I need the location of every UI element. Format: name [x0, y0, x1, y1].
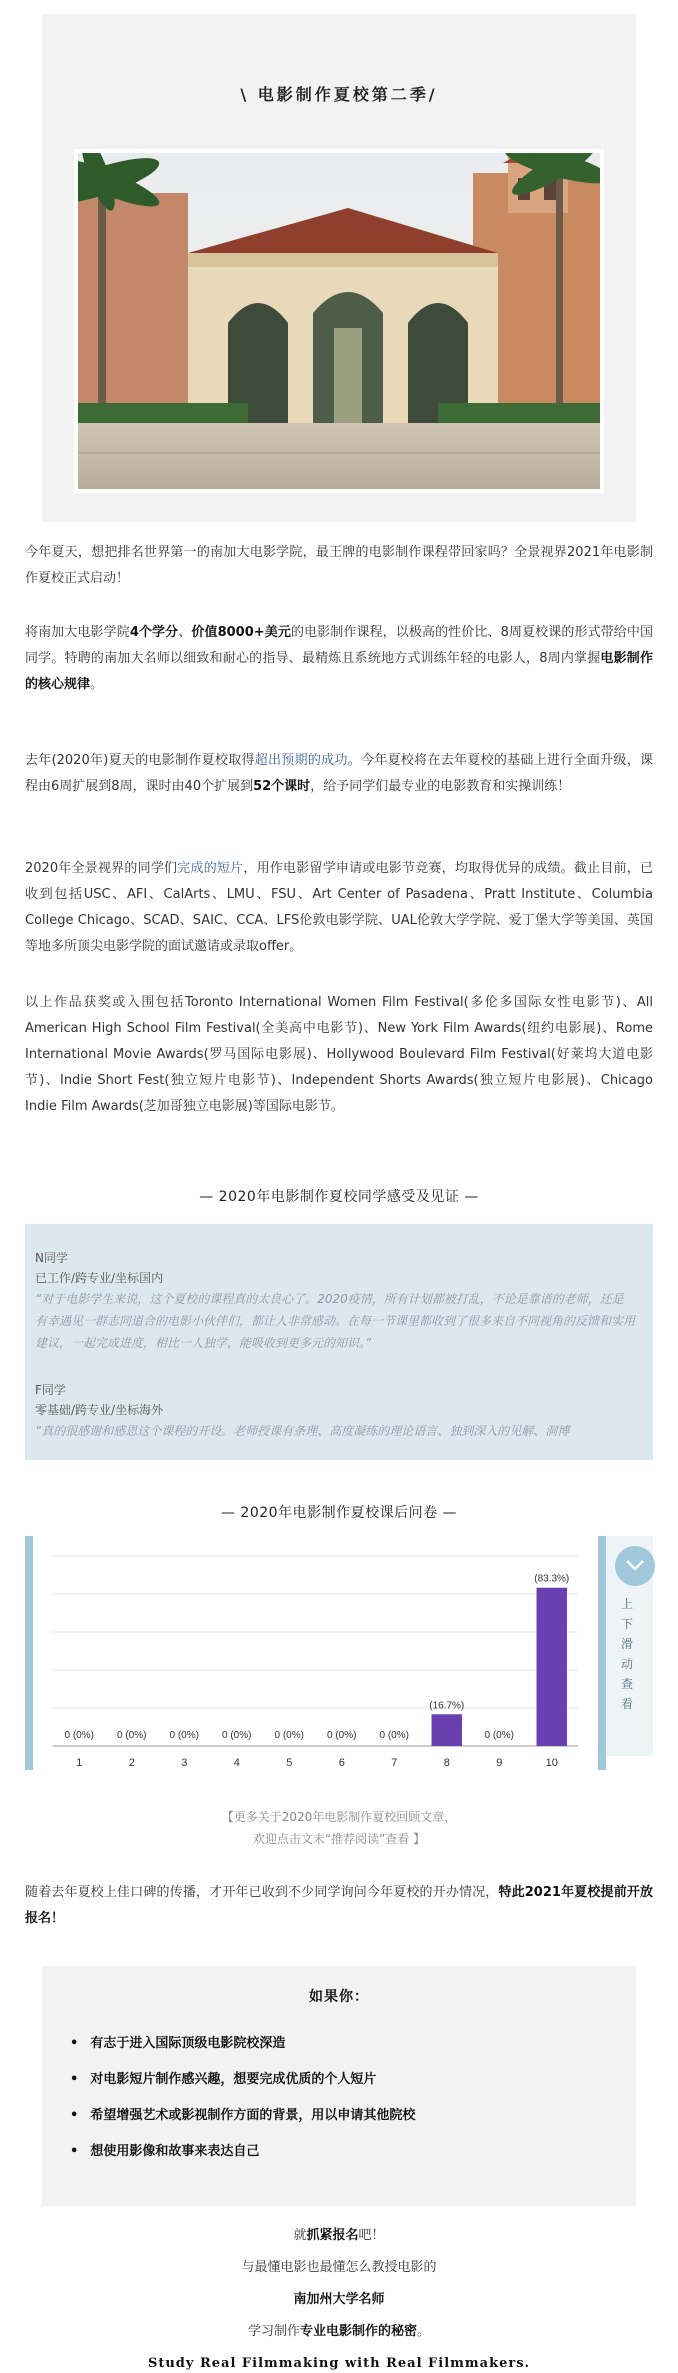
chart-tick-label: 4: [233, 1757, 240, 1769]
chart-right-border: [598, 1536, 606, 1770]
intro-text: 今年夏天，想把排名世界第一的南加大电影学院，最王牌的电影制作课程带回家吗？全景视界2021年电影制作夏校正式启动！: [25, 545, 653, 586]
festivals-paragraph: [25, 990, 653, 1120]
results-text-2: ，用作电影留学申请或电影节竞赛，均取得优异的成绩。截止目前，已收到包括USC、AFI、CalArts、LMU、FSU、Art Center of Pasadena、Pratt Institute、Columbia College Chicago、SCAD、SAIC、CCA、LFS伦敦电影学院、UAL伦敦大学学院、爱丁堡大学等美国、英国等地多所顶尖电影学院的面试邀请或录取offer。: [25, 861, 653, 954]
success-highlight: 超出预期的成功: [254, 753, 348, 768]
survey-bar-chart: [33, 1536, 598, 1790]
chart-data-label: 0 (0%): [379, 1730, 409, 1741]
chart-tick-label: 9: [496, 1757, 503, 1769]
chart-data-label: (16.7%): [429, 1700, 465, 1712]
closing-line-3: [0, 2284, 678, 2316]
chart-data-label: 0 (0%): [169, 1730, 199, 1741]
course-text-3: 的电影制作课程，以极高的性价比、8周夏校课的形式带给中国同学。特聘的南加大名师以细致和耐心的指导、最精炼且系统地方式训练年轻的电影人，8周内掌握: [25, 625, 653, 666]
list-item: • 有志于进入国际顶级电影院校深造: [70, 2026, 415, 2062]
chart-data-label: 0 (0%): [117, 1730, 147, 1741]
testimonial-meta: 零基础/跨专业/坐标海外: [35, 1403, 164, 1417]
more-articles-caption: [0, 1806, 678, 1850]
closing-line-1: 就抓紧报名吧！: [293, 2228, 385, 2243]
core-rules-highlight: 电影制作的核心规律: [25, 651, 653, 692]
if-you-title: 如果你：: [309, 1989, 369, 2005]
page-title: \ 电影制作夏校第二季/: [240, 85, 438, 104]
closing-slogan: Study Real Filmmaking with Real Filmmakers.: [147, 2356, 531, 2371]
campus-illustration: [78, 153, 600, 489]
chart-tick-label: 7: [391, 1757, 398, 1769]
hero-card: [42, 14, 636, 522]
testimonials-heading: — 2020年电影制作夏校同学感受及见证 —: [199, 1189, 479, 1205]
chart-left-border: [25, 1536, 33, 1770]
scroll-hint-text: 上 下 滑 动 查 看: [620, 1597, 633, 1711]
scroll-hint-panel[interactable]: [606, 1536, 653, 1756]
hours-highlight: 52个课时: [253, 779, 311, 794]
chart-data-label: 0 (0%): [484, 1730, 514, 1741]
chart-data-label: 0 (0%): [327, 1730, 357, 1741]
enrollment-paragraph: [25, 1880, 653, 1932]
closing-line-4: 学习制作专业电影制作的秘密。: [247, 2324, 431, 2339]
testimonial-name: N同学: [35, 1251, 68, 1265]
caption-line-1: 【更多关于2020年电影制作夏校回顾文章，: [221, 1810, 457, 1824]
results-paragraph: [25, 856, 653, 960]
campus-photo: [74, 149, 604, 493]
upgrade-text-3: ，给予同学们最专业的电影教育和实操训练！: [310, 779, 571, 794]
survey-chart-box[interactable]: [25, 1536, 653, 1790]
chart-tick-label: 6: [338, 1757, 345, 1769]
intro-paragraph: [25, 540, 653, 592]
chart-bar: [537, 1588, 567, 1746]
scroll-down-icon: [615, 1546, 655, 1586]
upgrade-paragraph: [25, 748, 653, 800]
if-you-card: [42, 1966, 636, 2206]
testimonial-name: F同学: [35, 1383, 66, 1397]
chart-tick-label: 5: [286, 1757, 293, 1769]
chart-data-label: 0 (0%): [274, 1730, 304, 1741]
testimonial-meta: 已工作/跨专业/坐标国内: [35, 1271, 164, 1285]
chart-data-label: 0 (0%): [222, 1730, 252, 1741]
if-you-list: [70, 2026, 415, 2170]
festivals-text: 以上作品获奖或入围包括Toronto International Women Film Festival(多伦多国际女性电影节)、All American High School Film Festival(全美高中电影节)、New York Film Awards(纽约电影展)、Rome International Movie Awards(罗马国际电影展)、Hollywood Boulevard Film Festival(好莱坞大道电影节)、Indie Short Fest(独立短片电影节)、Independent Shorts Awards(独立短片电影展)、Chicago Indie Film Awards(芝加哥独立电影展)等国际电影节。: [25, 995, 653, 1114]
chart-bar: [432, 1714, 462, 1746]
upgrade-text-1: 去年(2020年)夏天的电影制作夏校取得: [25, 753, 255, 768]
chart-data-label: 0 (0%): [64, 1730, 94, 1741]
upgrade-text-2: 。今年夏校将在去年夏校的基础上进行全面升级，课程由6周扩展到8周，课时由40个扩展到: [25, 753, 653, 794]
closing-line-2: 与最懂电影也最懂怎么教授电影的: [241, 2260, 437, 2275]
short-films-link[interactable]: 完成的短片: [177, 861, 244, 876]
secret-highlight: 专业电影制作的秘密: [299, 2324, 417, 2339]
usc-teachers-highlight: 南加州大学名师: [293, 2292, 385, 2307]
enrollment-highlight: 特此2021年夏校提前开放报名！: [25, 1885, 653, 1926]
course-text-2: 、: [178, 625, 192, 640]
closing-block: [0, 2220, 678, 2373]
list-item: • 想使用影像和故事来表达自己: [70, 2134, 415, 2170]
course-text-1: 将南加大电影学院: [25, 625, 130, 640]
chart-tick-label: 3: [181, 1757, 188, 1769]
list-item: • 希望增强艺术或影视制作方面的背景，用以申请其他院校: [70, 2098, 415, 2134]
list-item: • 对电影短片制作感兴趣，想要完成优质的个人短片: [70, 2062, 415, 2098]
course-text-4: 。: [90, 677, 104, 692]
results-text-1: 2020年全景视界的同学们: [25, 861, 178, 876]
chart-tick-label: 1: [76, 1757, 83, 1769]
testimonial-quote: “对于电影学生来说，这个夏校的课程真的太良心了。2020疫情，所有计划都被打乱，不论是靠谱的老师，还是有幸遇见一群志同道合的电影小伙伴们，都让人非常感动。在每一节课里都收到了很多来自不同视角的反馈和实用建议，一起完成进度，相比一人独学，能吸收到更多元的知识。”: [35, 1292, 636, 1350]
chart-data-label: (83.3%): [534, 1573, 570, 1585]
chart-tick-label: 8: [443, 1757, 450, 1769]
testimonials-scroll-box[interactable]: [25, 1224, 653, 1460]
enroll-now-highlight: 抓紧报名: [306, 2228, 359, 2243]
credits-highlight: 4个学分: [129, 625, 179, 640]
testimonial-quote: “真的很感谢和感恩这个课程的开设。老师授课有条理、高度凝练的理论语言、独到深入的见解、洞博: [35, 1424, 570, 1438]
chart-tick-label: 10: [545, 1757, 558, 1769]
survey-heading: — 2020年电影制作夏校课后问卷 —: [220, 1505, 458, 1521]
course-paragraph: [25, 620, 653, 698]
caption-line-2: 欢迎点击文末“推荐阅读”查看 】: [252, 1832, 426, 1846]
enrollment-text: 随着去年夏校上佳口碑的传播，才开年已收到不少同学询问今年夏校的开办情况，: [25, 1885, 499, 1900]
value-highlight: 价值8000+美元: [191, 625, 291, 640]
chart-tick-label: 2: [128, 1757, 135, 1769]
